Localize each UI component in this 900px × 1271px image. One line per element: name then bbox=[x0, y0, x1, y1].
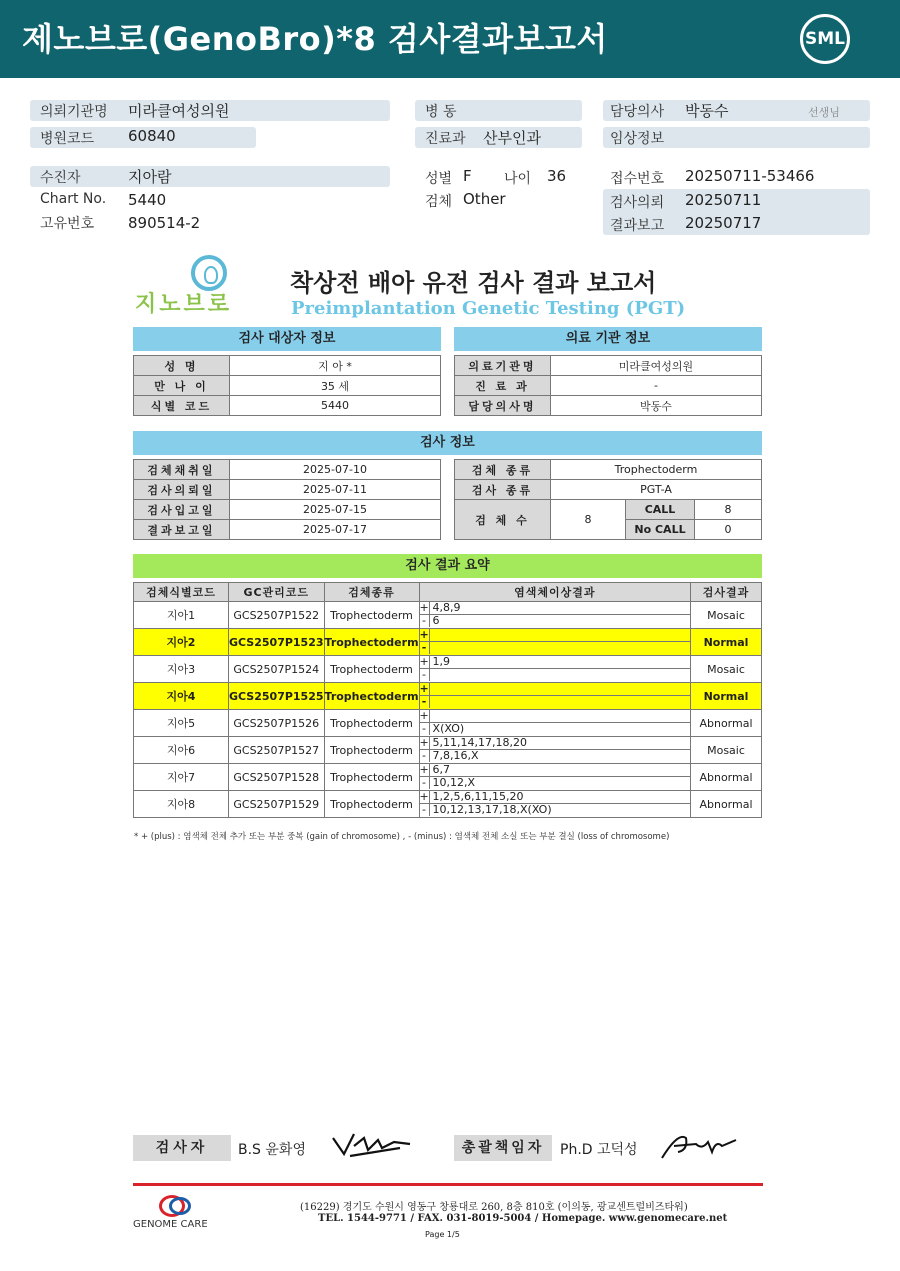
footer-address: (16229) 경기도 수원시 영동구 창룡대로 260, 8층 810호 (이의동, 광교센트럴비즈타워) bbox=[300, 1202, 688, 1213]
medical-info-table bbox=[454, 355, 762, 416]
plus-sign: + bbox=[419, 736, 429, 749]
plus-chromosomes: 1,9 bbox=[432, 655, 451, 668]
tester-label: 검사자 bbox=[133, 1135, 231, 1161]
nocall-label: No CALL bbox=[626, 520, 695, 540]
footer-divider bbox=[133, 1183, 763, 1186]
minus-sign: - bbox=[420, 723, 430, 735]
cell-gc: GCS2507P1525 bbox=[229, 683, 325, 710]
cell-type: Trophectoderm bbox=[324, 737, 419, 764]
minus-chromosomes: X(XO) bbox=[432, 722, 465, 735]
director-name: Ph.D 고덕성 bbox=[560, 1142, 638, 1158]
minus-sign: - bbox=[420, 696, 430, 708]
doctor-suffix: 선생님 bbox=[808, 106, 840, 119]
count-value: 8 bbox=[551, 500, 626, 540]
cell-type: Trophectoderm bbox=[324, 710, 419, 737]
medical-doctor-label: 담당의사명 bbox=[455, 396, 551, 416]
subject-name: 지 아 * bbox=[230, 356, 441, 376]
call-label: CALL bbox=[626, 500, 695, 520]
col-id: 검체식별코드 bbox=[134, 583, 229, 602]
cell-result: Mosaic bbox=[691, 656, 762, 683]
cell-gc: GCS2507P1527 bbox=[229, 737, 325, 764]
subject-name-label: 성 명 bbox=[134, 356, 230, 376]
cell-result: Normal bbox=[691, 683, 762, 710]
plus-chromosomes: 1,2,5,6,11,15,20 bbox=[432, 790, 524, 803]
minus-chromosomes: 10,12,13,17,18,X(XO) bbox=[432, 803, 552, 816]
cell-gc: GCS2507P1526 bbox=[229, 710, 325, 737]
table-row bbox=[134, 629, 762, 656]
page-title: 제노브로(GenoBro)*8 검사결과보고서 bbox=[22, 20, 608, 58]
plus-sign: + bbox=[419, 601, 429, 614]
receipt-value: 20250711-53466 bbox=[685, 167, 815, 185]
test-dates-table bbox=[133, 459, 441, 540]
cell-chromosome bbox=[419, 764, 690, 791]
test-section-title: 검사 정보 bbox=[133, 431, 762, 455]
cell-id: 지아3 bbox=[134, 656, 229, 683]
cell-id: 지아8 bbox=[134, 791, 229, 818]
subject-section-title: 검사 대상자 정보 bbox=[133, 327, 441, 351]
cell-result: Abnormal bbox=[691, 764, 762, 791]
medical-dept: - bbox=[551, 376, 762, 396]
count-label: 검 체 수 bbox=[455, 500, 551, 540]
specimen-value: Other bbox=[463, 190, 506, 208]
col-result: 검사결과 bbox=[691, 583, 762, 602]
specimen-type: Trophectoderm bbox=[551, 460, 762, 480]
genobro-logo-text: 지노브로 bbox=[135, 292, 233, 317]
cell-id: 지아7 bbox=[134, 764, 229, 791]
receipt-label: 접수번호 bbox=[610, 171, 665, 187]
table-row bbox=[134, 710, 762, 737]
cell-type: Trophectoderm bbox=[324, 629, 419, 656]
report-title: 착상전 배아 유전 검사 결과 보고서 bbox=[290, 269, 657, 297]
specimen-type-label: 검체 종류 bbox=[455, 460, 551, 480]
report-date: 2025-07-17 bbox=[230, 520, 441, 540]
clinical-label: 임상정보 bbox=[610, 131, 665, 147]
minus-chromosomes: 10,12,X bbox=[432, 776, 476, 789]
cell-gc: GCS2507P1524 bbox=[229, 656, 325, 683]
patient-value: 지아람 bbox=[128, 168, 172, 186]
plus-chromosomes: 5,11,14,17,18,20 bbox=[432, 736, 527, 749]
nocall-value: 0 bbox=[695, 520, 762, 540]
plus-sign: + bbox=[419, 709, 429, 722]
chart-label: Chart No. bbox=[40, 191, 107, 207]
cell-chromosome bbox=[419, 629, 690, 656]
age-label: 나이 bbox=[504, 171, 532, 187]
subject-age-label: 만 나 이 bbox=[134, 376, 230, 396]
dept-label: 진료과 bbox=[425, 131, 466, 147]
cell-chromosome bbox=[419, 656, 690, 683]
cell-gc: GCS2507P1522 bbox=[229, 602, 325, 629]
minus-chromosomes: 7,8,16,X bbox=[432, 749, 479, 762]
genome-care-logo bbox=[133, 1195, 223, 1235]
receive-label: 검사입고일 bbox=[134, 500, 230, 520]
request-label: 검사의뢰 bbox=[610, 195, 665, 211]
cell-type: Trophectoderm bbox=[324, 764, 419, 791]
unique-label: 고유번호 bbox=[40, 216, 95, 232]
cell-id: 지아1 bbox=[134, 602, 229, 629]
cell-result: Mosaic bbox=[691, 737, 762, 764]
logo-blue-ring-icon bbox=[169, 1197, 191, 1215]
cell-result: Abnormal bbox=[691, 710, 762, 737]
table-row bbox=[134, 764, 762, 791]
minus-sign: - bbox=[420, 750, 430, 762]
cell-chromosome bbox=[419, 737, 690, 764]
minus-sign: - bbox=[420, 615, 430, 627]
plus-sign: + bbox=[419, 628, 429, 641]
plus-sign: + bbox=[419, 763, 429, 776]
subject-id: 5440 bbox=[230, 396, 441, 416]
request-value: 20250711 bbox=[685, 191, 762, 209]
hospital-code-label: 병원코드 bbox=[40, 131, 95, 147]
table-row bbox=[134, 683, 762, 710]
plus-sign: + bbox=[419, 655, 429, 668]
cell-id: 지아2 bbox=[134, 629, 229, 656]
table-row bbox=[134, 656, 762, 683]
request-date-label: 검사의뢰일 bbox=[134, 480, 230, 500]
page-number: Page 1/5 bbox=[425, 1230, 460, 1239]
doctor-value: 박동수 bbox=[685, 102, 729, 120]
test-type: PGT-A bbox=[551, 480, 762, 500]
call-value: 8 bbox=[695, 500, 762, 520]
sex-value: F bbox=[463, 167, 472, 185]
test-type-label: 검사 종류 bbox=[455, 480, 551, 500]
col-gc: GC관리코드 bbox=[229, 583, 325, 602]
cell-chromosome bbox=[419, 710, 690, 737]
minus-sign: - bbox=[420, 642, 430, 654]
patient-bar bbox=[30, 166, 390, 187]
table-row bbox=[134, 791, 762, 818]
hospital-code-value: 60840 bbox=[128, 127, 176, 145]
cell-id: 지아6 bbox=[134, 737, 229, 764]
plus-sign: + bbox=[419, 790, 429, 803]
test-specimen-table bbox=[454, 459, 762, 540]
genobro-logo bbox=[135, 255, 255, 317]
patient-label: 수진자 bbox=[40, 170, 81, 186]
plus-chromosomes: 6,7 bbox=[432, 763, 451, 776]
report-value: 20250717 bbox=[685, 214, 762, 232]
cell-gc: GCS2507P1529 bbox=[229, 791, 325, 818]
report-date-label: 결과보고일 bbox=[134, 520, 230, 540]
institution-label: 의뢰기관명 bbox=[40, 104, 108, 120]
ward-label: 병 동 bbox=[425, 104, 457, 120]
cell-type: Trophectoderm bbox=[324, 683, 419, 710]
minus-chromosomes: 6 bbox=[432, 614, 440, 627]
collect-label: 검체채취일 bbox=[134, 460, 230, 480]
doctor-label: 담당의사 bbox=[610, 104, 665, 120]
medical-doctor: 박동수 bbox=[551, 396, 762, 416]
summary-table bbox=[133, 582, 762, 818]
director-label: 총괄책임자 bbox=[454, 1135, 552, 1161]
cell-chromosome bbox=[419, 791, 690, 818]
sex-label: 성별 bbox=[425, 171, 453, 187]
header-bar bbox=[0, 0, 900, 78]
cell-chromosome bbox=[419, 683, 690, 710]
footer-contact: TEL. 1544-9771 / FAX. 031-8019-5004 / Homepage. www.genomecare.net bbox=[318, 1213, 728, 1224]
tester-signature bbox=[330, 1128, 412, 1160]
medical-inst: 미라클여성의원 bbox=[551, 356, 762, 376]
table-row bbox=[134, 737, 762, 764]
genome-care-text: GENOME CARE bbox=[133, 1219, 208, 1230]
cell-result: Abnormal bbox=[691, 791, 762, 818]
minus-sign: - bbox=[420, 804, 430, 816]
medical-dept-label: 진 료 과 bbox=[455, 376, 551, 396]
cell-id: 지아4 bbox=[134, 683, 229, 710]
report-subtitle: Preimplantation Genetic Testing (PGT) bbox=[291, 298, 686, 319]
subject-info-table bbox=[133, 355, 441, 416]
subject-age: 35 세 bbox=[230, 376, 441, 396]
specimen-label: 검체 bbox=[425, 194, 453, 210]
report-label: 결과보고 bbox=[610, 218, 665, 234]
plus-chromosomes: 4,8,9 bbox=[432, 601, 461, 614]
table-row bbox=[134, 602, 762, 629]
dna-icon bbox=[191, 255, 227, 291]
unique-value: 890514-2 bbox=[128, 214, 201, 232]
summary-section-title: 검사 결과 요약 bbox=[133, 554, 762, 578]
institution-value: 미라클여성의원 bbox=[128, 102, 230, 120]
director-signature bbox=[658, 1128, 740, 1162]
cell-type: Trophectoderm bbox=[324, 656, 419, 683]
cell-gc: GCS2507P1523 bbox=[229, 629, 325, 656]
subject-id-label: 식별 코드 bbox=[134, 396, 230, 416]
medical-section-title: 의료 기관 정보 bbox=[454, 327, 762, 351]
plus-sign: + bbox=[419, 682, 429, 695]
cell-gc: GCS2507P1528 bbox=[229, 764, 325, 791]
age-value: 36 bbox=[547, 167, 567, 185]
col-type: 검체종류 bbox=[324, 583, 419, 602]
cell-type: Trophectoderm bbox=[324, 791, 419, 818]
cell-id: 지아5 bbox=[134, 710, 229, 737]
sml-logo: SML bbox=[800, 14, 850, 64]
dept-value: 산부인과 bbox=[483, 129, 541, 147]
cell-type: Trophectoderm bbox=[324, 602, 419, 629]
minus-sign: - bbox=[420, 777, 430, 789]
collect-date: 2025-07-10 bbox=[230, 460, 441, 480]
request-date: 2025-07-11 bbox=[230, 480, 441, 500]
medical-inst-label: 의료기관명 bbox=[455, 356, 551, 376]
col-chrom: 염색체이상결과 bbox=[419, 583, 690, 602]
tester-name: B.S 윤화영 bbox=[238, 1142, 306, 1158]
cell-result: Mosaic bbox=[691, 602, 762, 629]
receive-date: 2025-07-15 bbox=[230, 500, 441, 520]
cell-result: Normal bbox=[691, 629, 762, 656]
chart-value: 5440 bbox=[128, 191, 167, 209]
minus-sign: - bbox=[420, 669, 430, 681]
cell-chromosome bbox=[419, 602, 690, 629]
footnote: * + (plus) : 염색체 전체 추가 또는 부분 중복 (gain of chromosome) , - (minus) : 염색체 전체 소실 또는 부분 결실 (loss of chromosome) bbox=[134, 832, 670, 842]
